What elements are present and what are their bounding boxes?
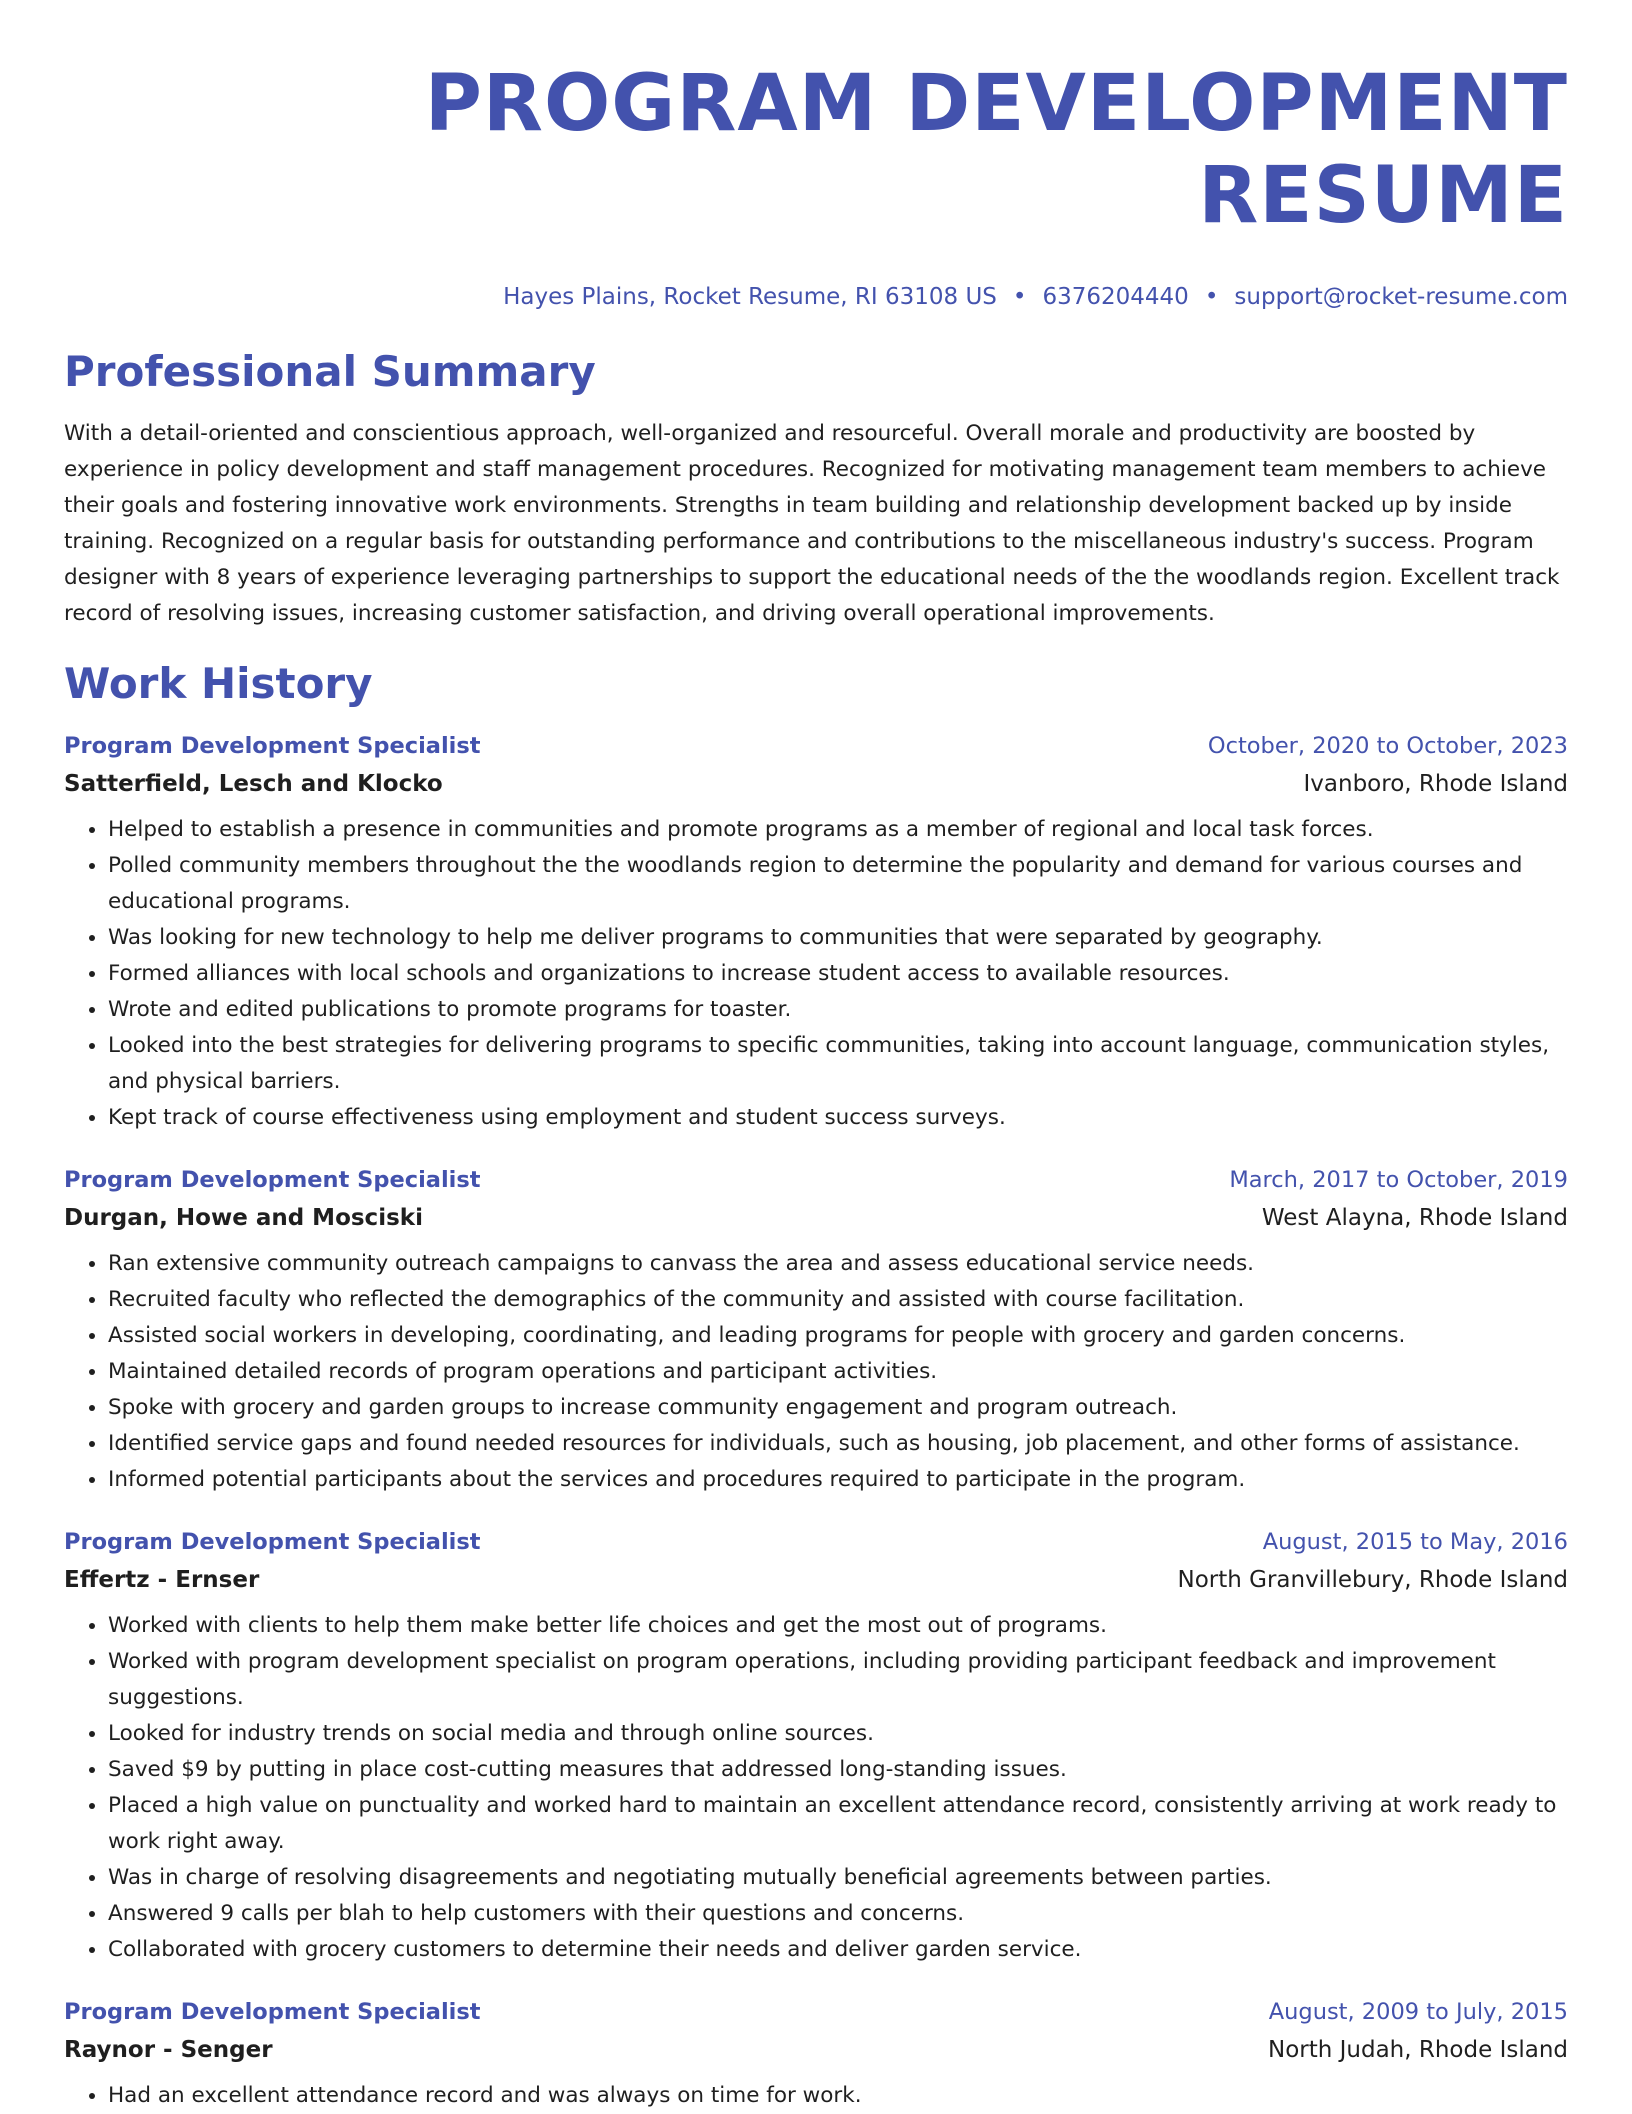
job-company: Raynor - Senger [64, 2037, 273, 2063]
job-bullet: • Ran extensive community outreach campaigns to canvass the area and assess educational service needs. [108, 1246, 1568, 1282]
job-entry [64, 1996, 1568, 2114]
job-bullet: • Was in charge of resolving disagreements and negotiating mutually beneficial agreements between parties. [108, 1860, 1568, 1896]
job-bullet: • Collaborated with grocery customers to determine their needs and deliver garden service. [108, 1932, 1568, 1968]
job-dates: August, 2009 to July, 2015 [1268, 1999, 1568, 2025]
job-bullet: • Placed a high value on punctuality and worked hard to maintain an excellent attendance record, consistently arriving at work ready to work right away. [108, 1788, 1568, 1860]
job-company: Effertz - Ernser [64, 1567, 260, 1593]
job-bullet: • Kept track of course effectiveness using employment and student success surveys. [108, 1100, 1568, 1136]
job-bullet: • Polled community members throughout the the woodlands region to determine the popularity and demand for various courses and educational programs. [108, 848, 1568, 920]
job-location: North Judah, Rhode Island [1267, 2037, 1568, 2063]
job-dates: March, 2017 to October, 2019 [1229, 1167, 1568, 1193]
job-bullet: • Spoke with grocery and garden groups to increase community engagement and program outreach. [108, 1390, 1568, 1426]
contact-separator: • [1012, 284, 1027, 310]
job-bullet: • Answered 9 calls per blah to help customers with their questions and concerns. [108, 1896, 1568, 1932]
job-bullets [64, 1608, 1568, 1968]
job-bullet: • Formed alliances with local schools and organizations to increase student access to available resources. [108, 956, 1568, 992]
work-history-heading: Work History [64, 659, 373, 708]
job-entry [64, 1164, 1568, 1498]
job-bullet: • Informed potential participants about the services and procedures required to participate in the program. [108, 1462, 1568, 1498]
job-entry [64, 1526, 1568, 1968]
job-bullet: • Assisted social workers in developing, coordinating, and leading programs for people with grocery and garden concerns. [108, 1318, 1568, 1354]
job-bullet: • Looked for industry trends on social media and through online sources. [108, 1716, 1568, 1752]
job-bullets [64, 2078, 1568, 2114]
job-bullet: • Worked with program development specialist on program operations, including providing participant feedback and improvement suggestions. [108, 1644, 1568, 1716]
job-title: Program Development Specialist [64, 1529, 481, 1555]
contact-separator: • [1204, 284, 1219, 310]
job-bullet: • Looked into the best strategies for delivering programs to specific communities, taking into account language, communication styles, and physical barriers. [108, 1028, 1568, 1100]
job-dates: August, 2015 to May, 2016 [1262, 1529, 1568, 1555]
job-title: Program Development Specialist [64, 1167, 481, 1193]
job-bullet: • Maintained detailed records of program operations and participant activities. [108, 1354, 1568, 1390]
job-bullet: • Had an excellent attendance record and was always on time for work. [108, 2078, 1568, 2114]
contact-email[interactable]: support@rocket-resume.com [1234, 284, 1568, 310]
job-bullet: • Helped to establish a presence in communities and promote programs as a member of regional and local task forces. [108, 812, 1568, 848]
job-title: Program Development Specialist [64, 733, 481, 759]
job-bullet: • Recruited faculty who reflected the demographics of the community and assisted with course facilitation. [108, 1282, 1568, 1318]
job-title: Program Development Specialist [64, 1999, 481, 2025]
job-bullet: • Worked with clients to help them make better life choices and get the most out of programs. [108, 1608, 1568, 1644]
job-bullets [64, 1246, 1568, 1498]
summary-text: With a detail-oriented and conscientious approach, well-organized and resourceful. Overall morale and productivity are boosted by experience in policy development and staff management procedures. Recognized for motivating management team members to achieve their goals and fostering innovative work environments. Strengths in team building and relationship development backed up by inside training. Recognized on a regular basis for outstanding performance and contributions to the miscellaneous industry's success. Program designer with 8 years of experience leveraging partnerships to support the educational needs of the the woodlands region. Excellent track record of resolving issues, increasing customer satisfaction, and driving overall operational improvements. [64, 421, 1560, 626]
job-bullet: • Saved $9 by putting in place cost-cutting measures that addressed long-standing issues. [108, 1752, 1568, 1788]
job-bullet: • Wrote and edited publications to promote programs for toaster. [108, 992, 1568, 1028]
job-company: Satterfield, Lesch and Klocko [64, 771, 443, 797]
job-location: West Alayna, Rhode Island [1261, 1205, 1568, 1231]
job-location: North Granvillebury, Rhode Island [1177, 1567, 1568, 1593]
job-bullet: • Was looking for new technology to help me deliver programs to communities that were separated by geography. [108, 920, 1568, 956]
job-location: Ivanboro, Rhode Island [1303, 771, 1568, 797]
job-company: Durgan, Howe and Mosciski [64, 1205, 423, 1231]
contact-phone[interactable]: 6376204440 [1042, 284, 1189, 310]
job-bullets [64, 812, 1568, 1136]
job-entry [64, 730, 1568, 1136]
resume-title: PROGRAM DEVELOPMENT RESUME [424, 59, 1568, 241]
job-dates: October, 2020 to October, 2023 [1207, 733, 1568, 759]
resume-page [64, 0, 1568, 2114]
contact-address: Hayes Plains, Rocket Resume, RI 63108 US [503, 284, 997, 310]
summary-heading: Professional Summary [64, 347, 596, 396]
contact-line [64, 282, 1568, 312]
job-bullet: • Identified service gaps and found needed resources for individuals, such as housing, job placement, and other forms of assistance. [108, 1426, 1568, 1462]
